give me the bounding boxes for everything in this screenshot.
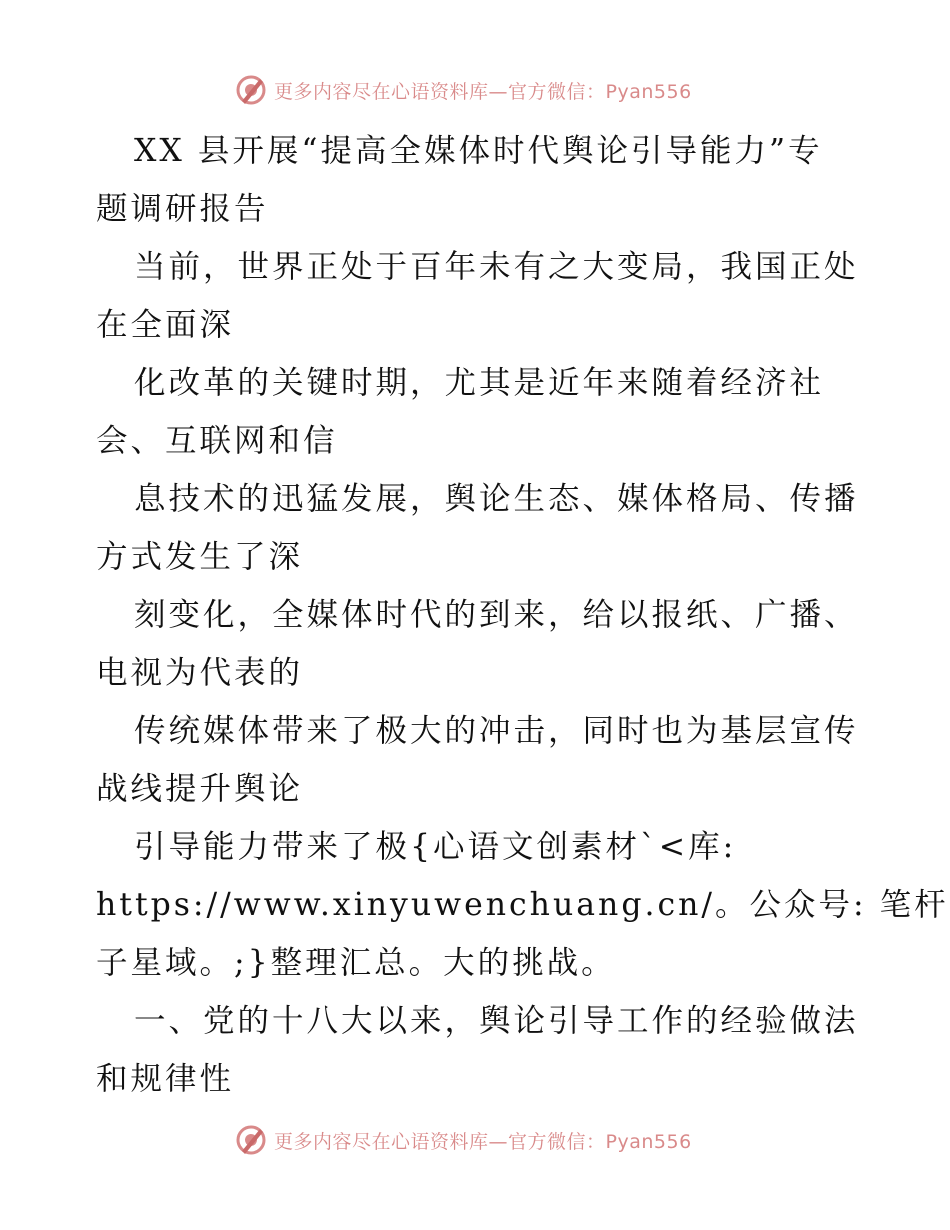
document-body <box>96 122 949 1108</box>
paragraph-line: 传统媒体带来了极大的冲击，同时也为基层宣传 <box>134 713 859 749</box>
paragraph-line: 战线提升舆论 <box>96 771 304 807</box>
title-line-1: XX 县开展“提高全媒体时代舆论引导能力”专 <box>134 133 823 169</box>
title-line-2: 题调研报告 <box>96 191 269 227</box>
paragraph-line: 电视为代表的 <box>96 655 304 691</box>
watermark-text: 更多内容尽在心语资料库—官方微信：Pyan556 <box>274 1130 692 1153</box>
section-heading-line: 一、党的十八大以来，舆论引导工作的经验做法 <box>134 1003 859 1039</box>
paragraph-line: 方式发生了深 <box>96 539 304 575</box>
pen-logo-icon <box>234 73 268 107</box>
pen-logo-icon <box>234 1123 268 1157</box>
header-watermark <box>234 72 754 108</box>
paragraph-line: https://www.xinyuwenchuang.cn/。公众号: 笔杆 <box>96 887 949 923</box>
paragraph-line: 引导能力带来了极{心语文创素材`<库: <box>134 829 737 865</box>
paragraph-line: 化改革的关键时期，尤其是近年来随着经济社 <box>134 365 825 401</box>
paragraph-line: 当前，世界正处于百年未有之大变局，我国正处 <box>134 249 859 285</box>
watermark-text: 更多内容尽在心语资料库—官方微信：Pyan556 <box>274 80 692 103</box>
paragraph-line: 会、互联网和信 <box>96 423 338 459</box>
paragraph-line: 刻变化，全媒体时代的到来，给以报纸、广播、 <box>134 597 859 633</box>
paragraph-line: 息技术的迅猛发展，舆论生态、媒体格局、传播 <box>134 481 859 517</box>
section-heading-line: 和规律性 <box>96 1061 235 1097</box>
paragraph-line: 在全面深 <box>96 307 235 343</box>
footer-watermark <box>234 1122 754 1158</box>
paragraph-line: 子星域。;}整理汇总。大的挑战。 <box>96 945 616 981</box>
